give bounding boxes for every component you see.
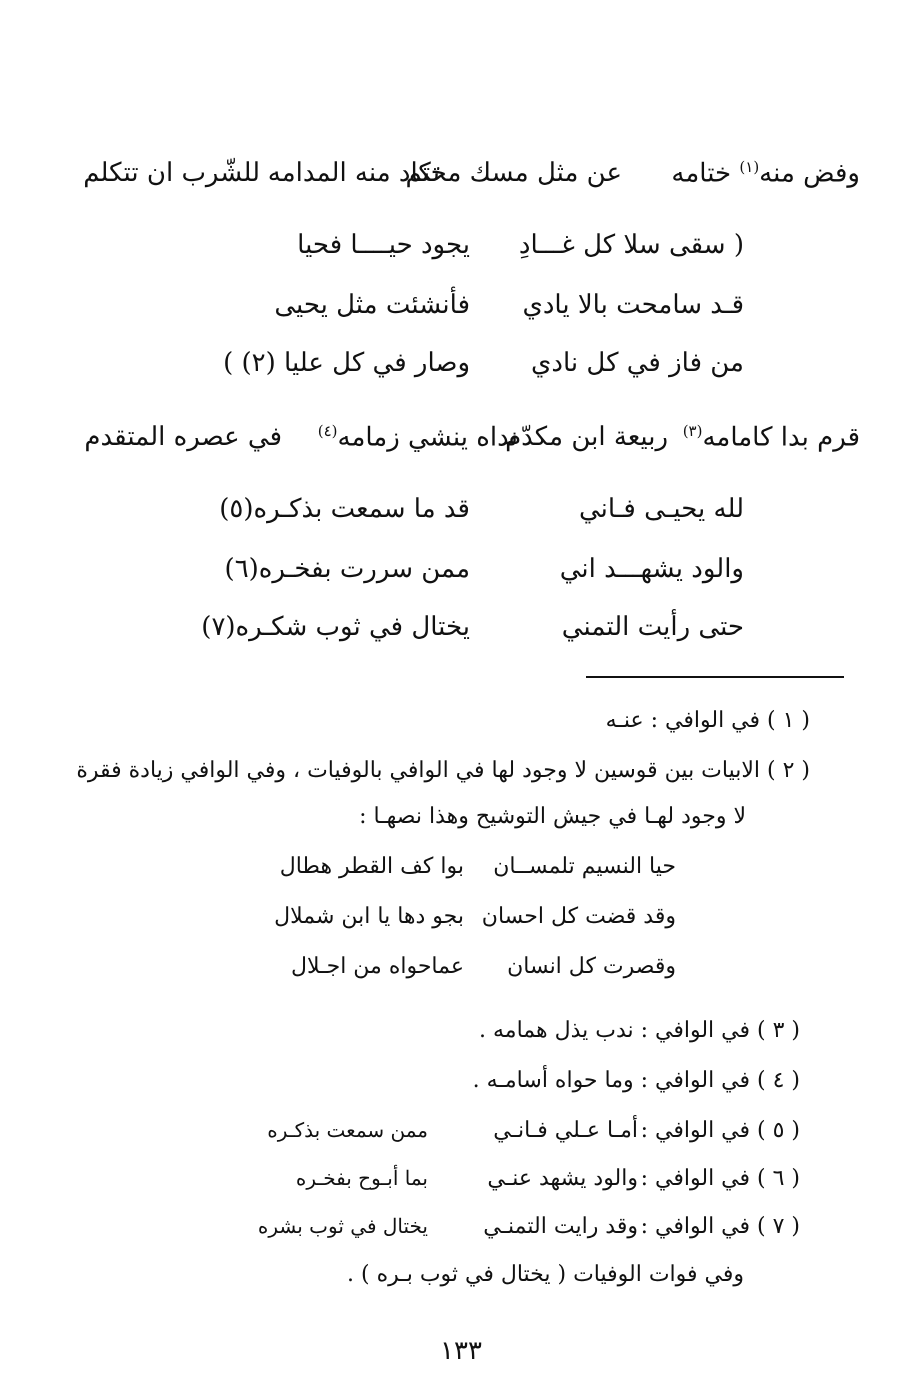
footnote-1: ( ١ ) في الوافي : عنـه xyxy=(605,708,810,733)
stanza2-right-3: حتى رأيت التمني xyxy=(561,612,744,642)
footnote-5-right: أمـا عـلي فـانـي xyxy=(493,1118,638,1143)
footnote-7-right: وقد رايت التمنـي xyxy=(483,1214,638,1239)
poem-line-1-c: عن مثل مسك مختم xyxy=(405,158,622,188)
footnote-3: ( ٣ ) في الوافي : ندب يذل همامه . xyxy=(479,1018,800,1043)
fn2-verse-right-2: وقد قضت كل احسان xyxy=(481,904,676,929)
fn2-verse-left-2: بجو دها يا ابن شملال xyxy=(274,904,464,929)
page-number: ١٣٣ xyxy=(440,1336,482,1366)
footnote-5-left: ممن سمعت بذكـره xyxy=(267,1118,428,1142)
footnote-separator xyxy=(586,676,844,678)
footnote-ref-1: (١) xyxy=(739,158,760,176)
stanza2-left-2: ممن سررت بفخـره(٦) xyxy=(224,554,470,584)
stanza1-left-3: وصار في كل عليا (٢) ) xyxy=(223,348,470,378)
footnote-5-label: ( ٥ ) في الوافي : xyxy=(640,1118,800,1143)
footnote-6-left: بما أبـوح بفخـره xyxy=(295,1166,428,1190)
stanza1-left-2: فأنشئت مثل يحيى xyxy=(274,290,470,320)
stanza2-right-2: والود يشهـــد اني xyxy=(559,554,744,584)
footnote-2a: ( ٢ ) الابيات بين قوسين لا وجود لها في الوافي بالوفيات ، وفي الوافي زيادة فقرة xyxy=(76,758,810,783)
poem-line-1-e: للشّرب ان تتكلم xyxy=(83,158,260,188)
footnote-6-label: ( ٦ ) في الوافي : xyxy=(640,1166,800,1191)
stanza2-left-1: قد ما سمعت بذكـره(٥) xyxy=(219,494,470,524)
stanza1-right-3: من فاز في كل نادي xyxy=(531,348,744,378)
footnote-ref-4: (٤) xyxy=(317,422,338,440)
fn2-verse-right-1: حيا النسيم تلمســان xyxy=(493,854,676,879)
fn2-verse-left-1: بوا كف القطر هطال xyxy=(279,854,464,879)
poem-line-2 xyxy=(683,424,860,451)
poem-line-2-d: في عصره المتقدم xyxy=(84,422,282,452)
stanza1-left-1: يجود حيــــا فحيا xyxy=(297,230,470,260)
stanza1-right-2: قـد سامحت بالا يادي xyxy=(522,290,744,320)
poem-line-2-b: ربيعة ابن مكدّم xyxy=(505,422,668,452)
poem-line-1-d: تكاد منه المدامه xyxy=(267,158,440,188)
footnote-4: ( ٤ ) في الوافي : وما حواه أسامـه . xyxy=(472,1068,800,1093)
stanza2-left-3: يختال في ثوب شكـره(٧) xyxy=(201,612,470,642)
footnote-7-left: يختال في ثوب بشره xyxy=(257,1214,428,1238)
poem-line-1-a: وفض منه xyxy=(759,158,860,189)
poem-line-1 xyxy=(671,160,860,187)
footnote-ref-3: (٣) xyxy=(682,422,703,440)
poem-line-2-c-text: نداه ينشي زمامه xyxy=(337,422,518,453)
footnote-6-right: والود يشهد عنـي xyxy=(487,1166,638,1191)
poem-line-2-c xyxy=(318,424,518,451)
stanza1-right-1: ( سقى سلا كل غـــادِ xyxy=(518,230,744,260)
footnote-2b: لا وجود لهـا في جيش التوشيح وهذا نصهـا : xyxy=(359,804,746,829)
poem-line-1-b: ختامه xyxy=(671,158,740,189)
footnote-7-label: ( ٧ ) في الوافي : xyxy=(640,1214,800,1239)
stanza2-right-1: لله يحيـى فـاني xyxy=(578,494,744,524)
fn2-verse-right-3: وقصرت كل انسان xyxy=(507,954,676,979)
footnote-7b: وفي فوات الوفيات ( يختال في ثوب بـره ) . xyxy=(347,1262,744,1287)
fn2-verse-left-3: عماحواه من اجـلال xyxy=(291,954,464,979)
poem-line-2-a: قرم بدا كامامه xyxy=(702,422,860,453)
